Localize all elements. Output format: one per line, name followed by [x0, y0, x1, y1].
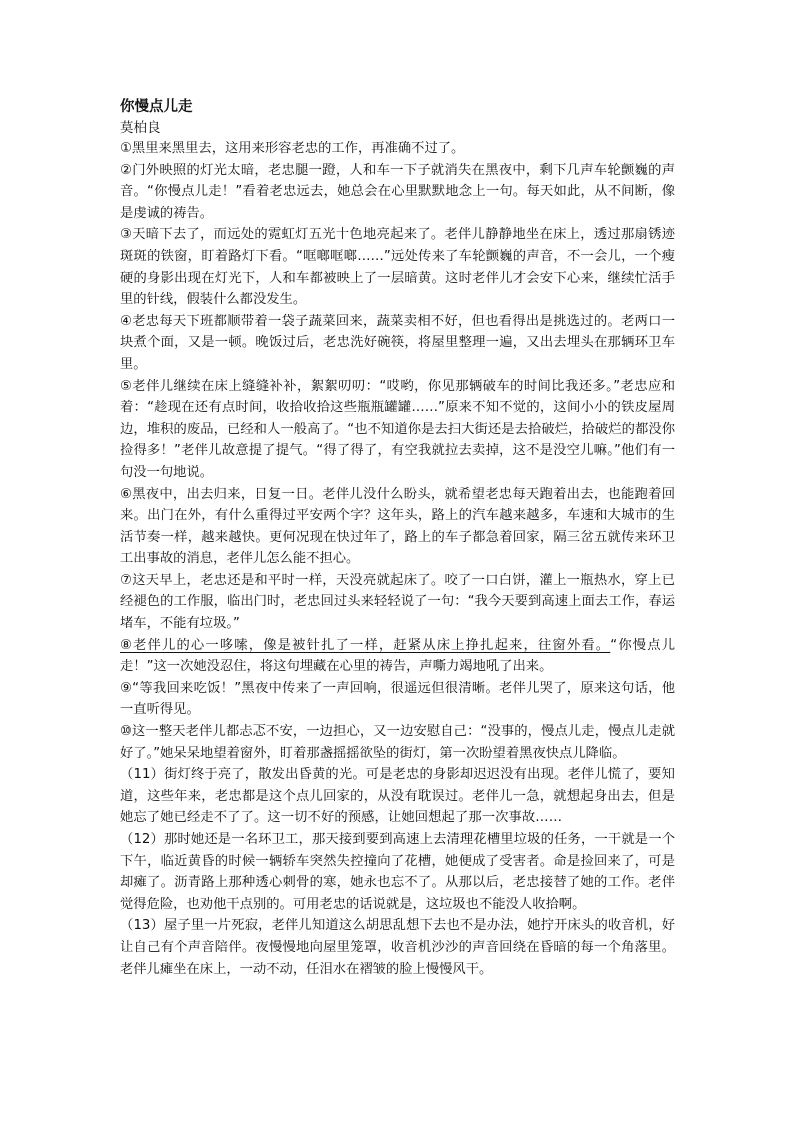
paragraph-8-underlined-sentence: ⑧老伴儿的心一哆嗦，像是被针扎了一样，赶紧从床上挣扎起来，往窗外看。: [120, 637, 611, 653]
paragraph-13: （13）屋子里一片死寂，老伴儿知道这么胡思乱想下去也不是办法，她拧开床头的收音机，好让自己有个声音陪伴。夜慢慢地向屋里笼罩，收音机沙沙的声音回绕在昏暗的每一个角落里。老伴儿瘫坐在床上，一动不动，任泪水在褶皱的脸上慢慢风干。: [120, 918, 675, 977]
paragraph-11: （11）街灯终于亮了，散发出昏黄的光。可是老忠的身影却迟迟没有出现。老伴儿慌了，要知道，这些年来，老忠都是这个点儿回家的，从没有耽误过。老伴儿一急，就想起身出去，但是她忘了她已经走不了了。这一切不好的预感，让她回想起了那一次事故……: [120, 767, 675, 826]
paragraph-3: ③天暗下去了，而远处的霓虹灯五光十色地亮起来了。老伴儿静静地坐在床上，透过那扇锈迹斑斑的铁窗，盯着路灯下看。“哐啷哐啷……”远处传来了车轮颤巍的声音，不一会儿，一个瘦硬的身影出现在灯光下，人和车都被映上了一层暗黄。这时老伴儿才会安下心来，继续忙活手里的针线，假装什么都没发生。: [120, 227, 675, 308]
paragraph-4: ④老忠每天下班都顺带着一袋子蔬菜回来，蔬菜卖相不好，但也看得出是挑选过的。老两口一块煮个面，又是一顿。晚饭过后，老忠洗好碗筷，将屋里整理一遍，又出去埋头在那辆环卫车里。: [120, 313, 675, 372]
paragraph-2: ②门外映照的灯光太暗，老忠腿一蹬，人和车一下子就消失在黑夜中，剩下几声车轮颤巍的声音。“你慢点儿走！”看着老忠远去，她总会在心里默默地念上一句。每天如此，从不间断，像是虔诚的祷告。: [120, 162, 675, 221]
article-title: 你慢点儿走: [120, 99, 193, 115]
paragraph-1: ①黑里来黑里去，这用来形容老忠的工作，再准确不过了。: [120, 141, 465, 156]
paragraph-12: （12）那时她还是一名环卫工，那天接到要到高速上去清理花槽里垃圾的任务，一干就是一个下午，临近黄昏的时候一辆轿车突然失控撞向了花槽，她便成了受害者。命是捡回来了，可是却瘫了。沥青路上那种透心刺骨的寒，她永也忘不了。从那以后，老忠接替了她的工作。老伴觉得危险，也劝他干点别的。可用老忠的话说就是，这垃圾也不能没人收拾啊。: [120, 832, 675, 912]
document-page: [120, 96, 675, 980]
author-name: 莫柏良: [120, 120, 161, 136]
paragraph-8-rest: “你慢点儿走！”这一次她没忍住，将这句埋藏在心里的祷告，声嘶力竭地吼了出来。: [120, 637, 676, 675]
paragraph-10: ⑩这一整天老伴儿都忐忑不安，一边担心，又一边安慰自己：“没事的，慢点儿走，慢点儿走就好了。”她呆呆地望着窗外，盯着那盏摇摇欲坠的街灯，第一次盼望着黑夜快点儿降临。: [120, 724, 675, 761]
paragraph-8: [120, 635, 675, 678]
paragraph-6: ⑥黑夜中，出去归来，日复一日。老伴儿没什么盼头，就希望老忠每天跑着出去，也能跑着回来。出门在外，有什么重得过平安两个字？这年头，路上的汽车越来越多，车速和大城市的生活节奏一样，越来越快。更何况现在快过年了，路上的车子都急着回家，隔三岔五就传来环卫工出事故的消息，老伴儿怎么能不担心。: [120, 486, 675, 567]
paragraph-9: ⑨“等我回来吃饭！”黑夜中传来了一声回响，很遥远但很清晰。老伴儿哭了，原来这句话，他一直听得见。: [120, 680, 675, 718]
paragraph-7: ⑦这天早上，老忠还是和平时一样，天没亮就起床了。咬了一口白饼，灌上一瓶热水，穿上已经褪色的工作服，临出门时，老忠回过头来轻轻说了一句：“我今天要到高速上面去工作，春运堵车，不能有垃圾。”: [120, 572, 675, 632]
paragraph-5: ⑤老伴儿继续在床上缝缝补补，絮絮叨叨：“哎哟，你见那辆破车的时间比我还多。”老忠应和着：“趁现在还有点时间，收拾收拾这些瓶瓶罐罐……”原来不知不觉的，这间小小的铁皮屋周边，堆积的废品，已经和人一般高了。“也不知道你是去扫大街还是去拾破烂，拾破烂的都没你捡得多！”老伴儿故意提了提气。“得了得了，有空我就拉去卖掉，这不是没空儿嘛。”他们有一句没一句地说。: [120, 378, 675, 480]
